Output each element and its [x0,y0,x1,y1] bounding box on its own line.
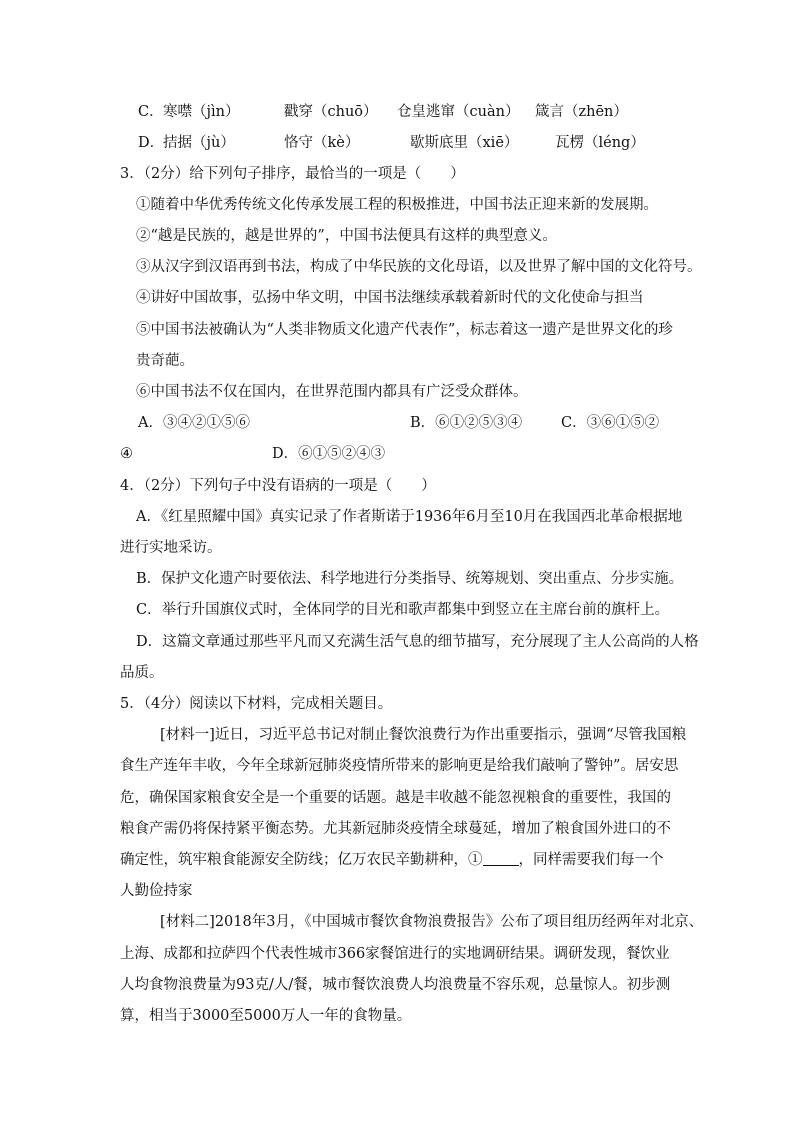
sentence-5: ⑤中国书法被确认为“人类非物质文化遗产代表作”，标志着这一遗产是世界文化的珍 [136,322,673,338]
option-a-cont: 进行实地采访。 [120,540,222,556]
material-1-line: 人勤俭持家 [120,883,193,899]
text-segment: ，同样需要我们每一个 [518,852,664,868]
option-a: A．③④②①⑤⑥ [138,415,250,431]
option-a: A．《红星照耀中国》真实记录了作者斯诺于1936年6月至10月在我国西北革命根据地 [136,509,683,525]
option-item: 歇斯底里（xiē） [410,135,519,151]
sentence-3: ③从汉字到汉语再到书法，构成了中华民族的文化母语，以及世界了解中国的文化符号。 [136,259,702,275]
material-2-line: 算，相当于3000至5000万人一年的食物量。 [120,1008,412,1024]
sentence-5-cont: 贵奇葩。 [136,353,194,369]
sentence-6: ⑥中国书法不仅在国内，在世界范围内都具有广泛受众群体。 [136,384,528,400]
option-item: 戳穿（chuō） [284,104,378,120]
option-b: B．保护文化遗产时要依法、科学地进行分类指导、统筹规划、突出重点、分步实施。 [136,571,684,587]
material-1-line: [材料一]近日，习近平总书记对制止餐饮浪费行为作出重要指示，强调“尽管我国粮 [160,727,687,743]
sentence-2: ②“越是民族的，越是世界的”，中国书法便具有这样的典型意义。 [136,228,557,244]
option-c-cont: ④ [120,446,133,462]
fill-blank-1[interactable] [483,851,519,866]
option-b: B．⑥①②⑤③④ [410,415,523,431]
question-stem: 5．（4分）阅读以下材料，完成相关题目。 [120,696,393,712]
option-item: 寒噤（jìn） [163,104,240,120]
option-d-cont: 品质。 [120,665,164,681]
option-d: D．这篇文章通过那些平凡而又充满生活气息的细节描写，充分展现了主人公高尚的人格 [136,634,699,650]
option-c: C．举行升国旗仪式时，全体同学的目光和歌声都集中到竖立在主席台前的旗杆上。 [136,602,670,618]
option-label: C． [138,104,164,120]
sentence-4: ④讲好中国故事，弘扬中华文明，中国书法继续承载着新时代的文化使命与担当 [136,290,644,306]
option-item: 恪守（kè） [284,135,360,151]
material-2-line: 上海、成都和拉萨四个代表性城市366家餐馆进行的实地调研结果。调研发现，餐饮业 [120,946,670,962]
question-stem: 4．（2分）下列句子中没有语病的一项是（ ） [120,478,436,494]
text-segment: 确定性，筑牢粮食能源安全防线；亿万农民辛勤耕种，① [120,852,483,868]
material-1-line [120,850,664,870]
material-2-line: 人均食物浪费量为93克/人/餐，城市餐饮浪费人均浪费量不容乐观，总量惊人。初步测 [120,977,671,993]
option-label: D． [138,135,165,151]
material-1-line: 危，确保国家粮食安全是一个重要的话题。越是丰收越不能忽视粮食的重要性，我国的 [120,790,671,806]
question-stem: 3．（2分）给下列句子排序，最恰当的一项是（ ） [120,166,465,182]
option-d: D．⑥①⑤②④③ [272,446,386,462]
material-2-line: [材料二]2018年3月，《中国城市餐饮食物浪费报告》公布了项目组历经两年对北京、 [160,914,704,930]
option-item: 拮据（jù） [163,135,235,151]
material-1-line: 粮食产需仍将保持紧平衡态势。尤其新冠肺炎疫情全球蔓延，增加了粮食国外进口的不 [120,821,671,837]
option-c: C．③⑥①⑤② [561,415,660,431]
option-item: 箴言（zhēn） [535,104,628,120]
material-1-line: 食生产连年丰收，今年全球新冠肺炎疫情所带来的影响更是给我们敲响了警钟”。居安思 [120,758,679,774]
sentence-1: ①随着中华优秀传统文化传承发展工程的积极推进，中国书法正迎来新的发展期。 [136,197,658,213]
option-item: 瓦楞（léng） [555,135,645,151]
option-item: 仓皇逃窜（cuàn） [397,104,520,120]
